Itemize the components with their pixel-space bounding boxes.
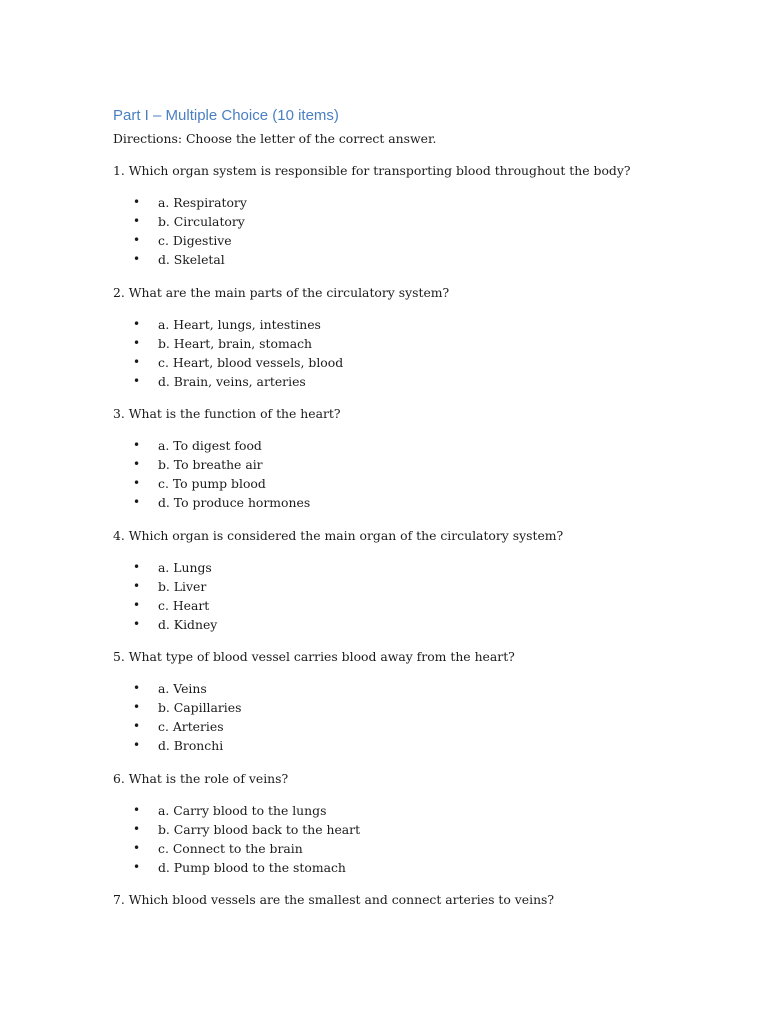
- bullet-icon: •: [133, 476, 141, 491]
- answer-option: [0, 737, 768, 756]
- answer-option: [0, 578, 768, 597]
- answer-option-label: b. Liver: [158, 578, 207, 594]
- answer-option-label: a. Lungs: [158, 559, 212, 575]
- bullet-icon: •: [133, 373, 141, 388]
- answer-option: [0, 232, 768, 251]
- answer-option: [0, 316, 768, 335]
- bullet-icon: •: [133, 252, 141, 267]
- answer-option-label: b. Capillaries: [158, 700, 242, 716]
- bullet-icon: •: [133, 719, 141, 734]
- question-text: 4. Which organ is considered the main organ of the circulatory system?: [113, 527, 564, 543]
- question-text: 7. Which blood vessels are the smallest and connect arteries to veins?: [113, 892, 555, 907]
- bullet-icon: •: [133, 438, 141, 452]
- answer-option-label: c. To pump blood: [158, 476, 266, 492]
- answer-options: [0, 437, 768, 513]
- answer-option: [0, 373, 768, 392]
- answer-option: [0, 354, 768, 373]
- answer-options: [0, 559, 768, 635]
- bullet-icon: •: [133, 821, 141, 836]
- answer-option-label: d. To produce hormones: [158, 495, 311, 511]
- bullet-icon: •: [133, 738, 141, 753]
- bullet-icon: •: [133, 802, 141, 817]
- answer-option: [0, 456, 768, 475]
- answer-options: [0, 194, 768, 270]
- bullet-icon: •: [133, 859, 141, 874]
- answer-option: [0, 494, 768, 513]
- bullet-icon: •: [133, 578, 141, 593]
- question-text: 2. What are the main parts of the circulatory system?: [113, 284, 450, 300]
- directions-text: Directions: Choose the letter of the correct answer.: [113, 131, 437, 146]
- answer-option-label: d. Skeletal: [158, 252, 225, 268]
- question-text: 3. What is the function of the heart?: [113, 406, 341, 421]
- bullet-icon: •: [133, 457, 141, 472]
- answer-option-label: d. Kidney: [158, 616, 218, 632]
- answer-option-label: b. To breathe air: [158, 457, 263, 473]
- bullet-icon: •: [133, 354, 141, 369]
- section-heading: Part I – Multiple Choice (10 items): [113, 107, 339, 124]
- answer-option: [0, 718, 768, 737]
- answer-option: [0, 821, 768, 840]
- bullet-icon: •: [133, 681, 141, 695]
- question-text: 1. Which organ system is responsible for transporting blood throughout the body?: [113, 163, 631, 178]
- answer-option: [0, 213, 768, 232]
- bullet-icon: •: [133, 840, 141, 855]
- answer-option: [0, 680, 768, 699]
- answer-option: [0, 802, 768, 821]
- answer-option: [0, 699, 768, 718]
- answer-options: [0, 802, 768, 878]
- bullet-icon: •: [133, 214, 141, 229]
- answer-option-label: d. Brain, veins, arteries: [158, 373, 306, 389]
- answer-option-label: d. Pump blood to the stomach: [158, 859, 346, 875]
- bullet-icon: •: [133, 195, 141, 209]
- answer-option-label: b. Circulatory: [158, 214, 245, 230]
- answer-option-label: b. Carry blood back to the heart: [158, 821, 361, 837]
- bullet-icon: •: [133, 616, 141, 631]
- answer-option: [0, 251, 768, 270]
- answer-option: [0, 194, 768, 213]
- bullet-icon: •: [133, 316, 141, 331]
- answer-option: [0, 597, 768, 616]
- answer-option: [0, 840, 768, 859]
- question-text: 6. What is the role of veins?: [113, 770, 289, 786]
- bullet-icon: •: [133, 559, 141, 574]
- answer-option: [0, 335, 768, 354]
- answer-option-label: c. Heart: [158, 597, 210, 613]
- answer-option-label: a. To digest food: [158, 438, 262, 453]
- answer-options: [0, 316, 768, 392]
- answer-option: [0, 616, 768, 635]
- answer-option: [0, 437, 768, 456]
- answer-option: [0, 859, 768, 878]
- answer-option-label: c. Digestive: [158, 233, 232, 249]
- bullet-icon: •: [133, 700, 141, 715]
- answer-option-label: d. Bronchi: [158, 738, 224, 754]
- answer-option-label: c. Connect to the brain: [158, 840, 303, 856]
- answer-option-label: b. Heart, brain, stomach: [158, 335, 313, 351]
- answer-option-label: a. Veins: [158, 681, 207, 696]
- answer-option-label: a. Respiratory: [158, 195, 247, 210]
- answer-option-label: a. Carry blood to the lungs: [158, 802, 327, 818]
- answer-option-label: c. Arteries: [158, 719, 224, 735]
- bullet-icon: •: [133, 495, 141, 510]
- answer-option: [0, 559, 768, 578]
- bullet-icon: •: [133, 597, 141, 612]
- answer-options: [0, 680, 768, 756]
- answer-option-label: a. Heart, lungs, intestines: [158, 316, 321, 332]
- question-text: 5. What type of blood vessel carries blood away from the heart?: [113, 649, 515, 664]
- bullet-icon: •: [133, 233, 141, 248]
- answer-option-label: c. Heart, blood vessels, blood: [158, 354, 344, 370]
- bullet-icon: •: [133, 335, 141, 350]
- answer-option: [0, 475, 768, 494]
